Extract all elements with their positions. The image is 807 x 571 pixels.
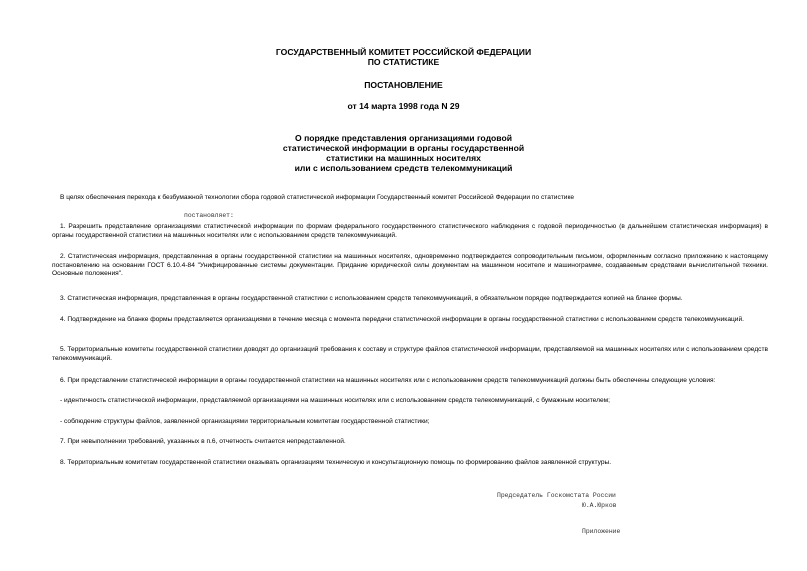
clause-4: 4. Подтверждение на бланке формы представляется организациями в течение месяца с момента передачи статистической информации в органы государственной статистики с использованием средств телекоммуникаций.	[60, 316, 744, 323]
clause-5: 5. Территориальные комитеты государственной статистики доводят до организаций требования к составу и структуре файлов статистической информации, представляемой на машинных носителях или с использованием средств телекоммуникаций.	[52, 346, 768, 362]
document-date: от 14 марта 1998 года N 29	[347, 101, 460, 111]
appendix-label: Приложение	[582, 528, 621, 535]
document-type: ПОСТАНОВЛЕНИЕ	[364, 80, 443, 90]
title-line: статистики на машинных носителях	[326, 153, 481, 163]
issuing-organization	[0, 47, 807, 67]
clause-8: 8. Территориальным комитетам государственной статистики оказывать организациям техническую и консультационную помощь по формированию файлов заявленной структуры.	[60, 459, 612, 466]
document-title	[0, 133, 807, 173]
clause-7: 7. При невыполнении требований, указанных в п.6, отчетность считается непредставленной.	[60, 438, 346, 445]
clause-1: 1. Разрешить представление организациями статистической информации по формам федерального государственного статистического наблюдения с годовой периодичностью (в дальнейшем статистическая информация) в органы государственной статистики на машинных носителях или с использованием средств телекоммуникаций.	[52, 223, 768, 239]
org-line-1: ГОСУДАРСТВЕННЫЙ КОМИТЕТ РОССИЙСКОЙ ФЕДЕРАЦИИ	[275, 47, 532, 57]
clause-6-condition-2: - соблюдение структуры файлов, заявленной организациями территориальным комитетам государственной статистики;	[60, 418, 430, 425]
title-line: статистической информации в органы государственной	[282, 143, 525, 153]
org-line-2: ПО СТАТИСТИКЕ	[367, 57, 440, 67]
signatory-position: Председатель Госкомстата России	[497, 492, 616, 499]
resolves-label: постановляет:	[184, 212, 234, 219]
clause-6: 6. При представлении статистической информации в органы государственной статистики на машинных носителях или с использованием средств телекоммуникаций должны быть обеспечены следующие условия:	[60, 377, 716, 384]
clause-2: 2. Статистическая информация, представленная в органы государственной статистики на машинных носителях, одновременно подтверждается сопроводительным письмом, оформленным согласно приложению к настоящему постановлению на основании ГОСТ 6.10.4-84 "Унифицированные системы документации. Придание юридической силы документам на машинном носителе и машинограмме, создаваемым средствами вычислительной техники. Основные положения".	[52, 253, 768, 278]
clause-6-condition-1: - идентичность статистической информации, представляемой организациями на машинных носителях или с использованием средств телекоммуникаций, с бумажным носителем;	[60, 397, 611, 404]
preamble-paragraph: В целях обеспечения перехода к безбумажной технологии сбора годовой статистической информации Государственный комитет Российской Федерации по статистике	[60, 194, 575, 201]
clause-3: 3. Статистическая информация, представленная в органы государственной статистики с использованием средств телекоммуникаций, в обязательном порядке подтверждается копией на бланке формы.	[60, 295, 683, 302]
title-line: или с использованием средств телекоммуникаций	[294, 163, 513, 173]
signatory-name: Ю.А.Юрков	[582, 502, 617, 509]
title-line: О порядке представления организациями годовой	[295, 133, 512, 143]
